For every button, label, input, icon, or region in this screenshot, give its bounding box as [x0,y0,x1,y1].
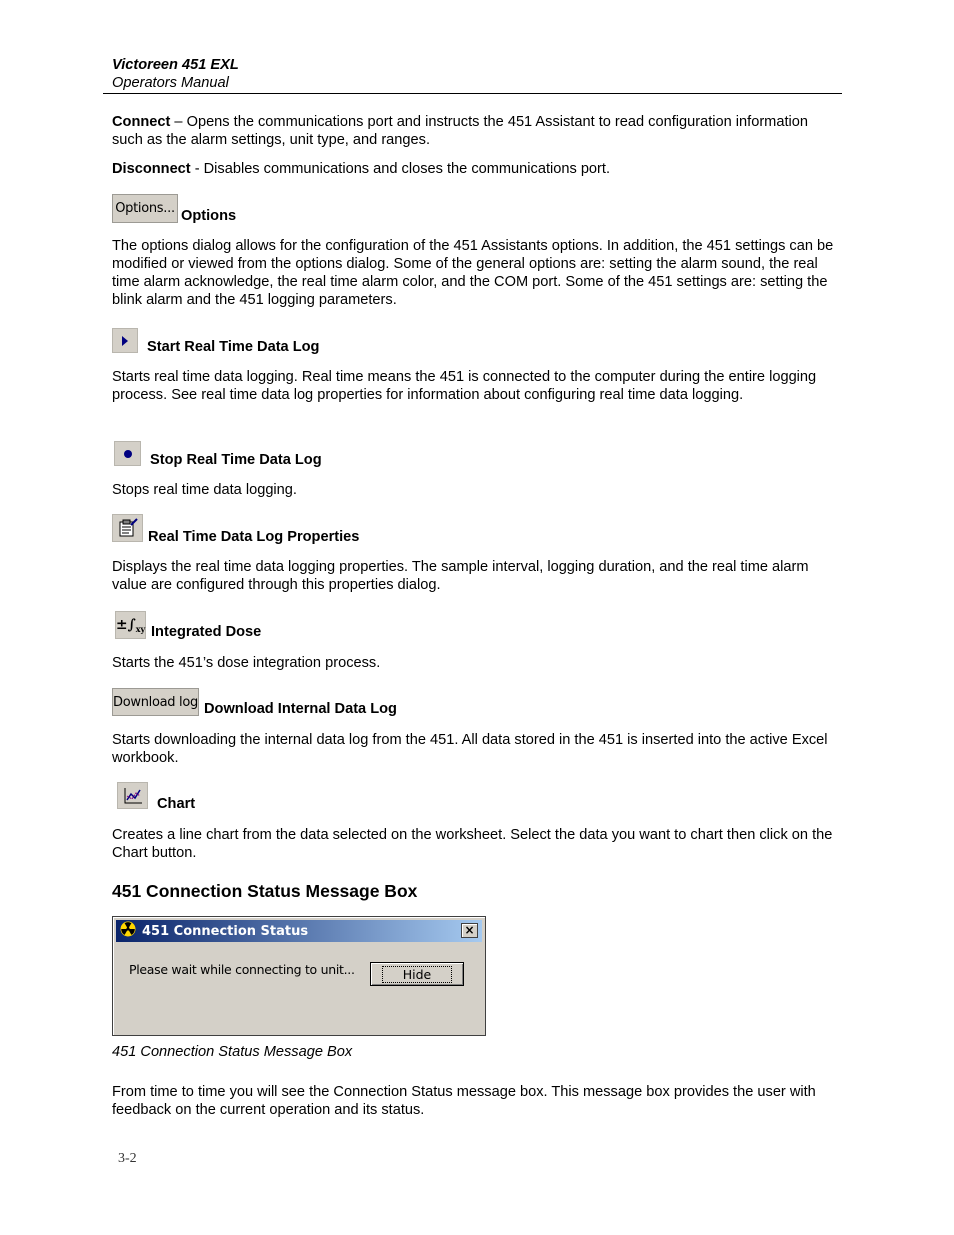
status-section-description: From time to time you will see the Connection Status message box. This message box provides the user with feedback on the current operation and its status. [112,1084,816,1118]
header-divider [103,93,842,94]
start-log-description: Starts real time data logging. Real time means the 451 is connected to the computer during the entire logging process. See real time data log properties for information about configuring real time data logging. [112,369,817,403]
download-log-heading: Download Internal Data Log [204,701,397,717]
integral-icon [115,611,146,639]
stop-log-description: Stops real time data logging. [112,482,297,498]
dialog-title: 451 Connection Status [142,923,309,939]
connect-term: Connect [112,114,171,130]
close-icon[interactable]: × [461,923,478,938]
properties-icon [112,514,143,542]
dialog-title-bar [116,920,482,942]
play-icon [112,328,138,353]
start-log-heading: Start Real Time Data Log [147,339,320,355]
properties-heading: Real Time Data Log Properties [148,529,360,545]
stop-log-heading: Stop Real Time Data Log [150,452,322,468]
dialog-message: Please wait while connecting to unit... [129,962,355,977]
download-log-description: Starts downloading the internal data log from the 451. All data stored in the 451 is inserted into the active Excel workbook. [112,732,828,766]
options-description: The options dialog allows for the configuration of the 451 Assistants options. In addition, the 451 settings can be modified or viewed from the options dialog. Some of the general options are: setting the alarm sound, the real time alarm acknowledge, the real time alarm color, and the COM port. Some of the 451 settings are: setting the blink alarm and the 451 logging parameters. [112,238,834,308]
hide-button[interactable] [370,962,464,986]
options-button-label: Options... [115,201,175,216]
document-title: Victoreen 451 EXL [112,57,239,73]
integrated-dose-description: Starts the 451’s dose integration process. [112,655,381,671]
connect-paragraph [112,113,842,149]
status-section-heading: 451 Connection Status Message Box [112,881,418,901]
download-log-button-image [112,688,199,716]
options-heading: Options [181,208,237,224]
connection-status-dialog [112,916,486,1036]
properties-description: Displays the real time data logging properties. The sample interval, logging duration, and the real time alarm value are configured through this properties dialog. [112,559,809,593]
chart-icon [117,782,148,809]
radiation-icon [120,921,136,941]
integrated-dose-heading: Integrated Dose [151,624,262,640]
figure-caption: 451 Connection Status Message Box [112,1044,353,1060]
integral-icon-symbol: ±∫ [115,617,136,633]
document-subtitle: Operators Manual [112,75,229,91]
disconnect-term: Disconnect [112,161,191,177]
disconnect-description: - Disables communications and closes the communications port. [190,161,611,177]
disconnect-paragraph [112,160,842,178]
options-button-image [112,194,178,223]
integral-icon-subscript: xy [135,624,146,634]
chart-description: Creates a line chart from the data selected on the worksheet. Select the data you want to chart then click on the Chart button. [112,827,833,861]
download-log-button-label: Download log [113,694,198,710]
page-number: 3-2 [118,1151,137,1166]
stop-icon [114,441,141,466]
chart-heading: Chart [157,796,196,812]
hide-button-label: Hide [382,966,453,983]
connect-description: – Opens the communications port and instructs the 451 Assistant to read configuration information such as the alarm settings, unit type, and ranges. [112,114,808,148]
